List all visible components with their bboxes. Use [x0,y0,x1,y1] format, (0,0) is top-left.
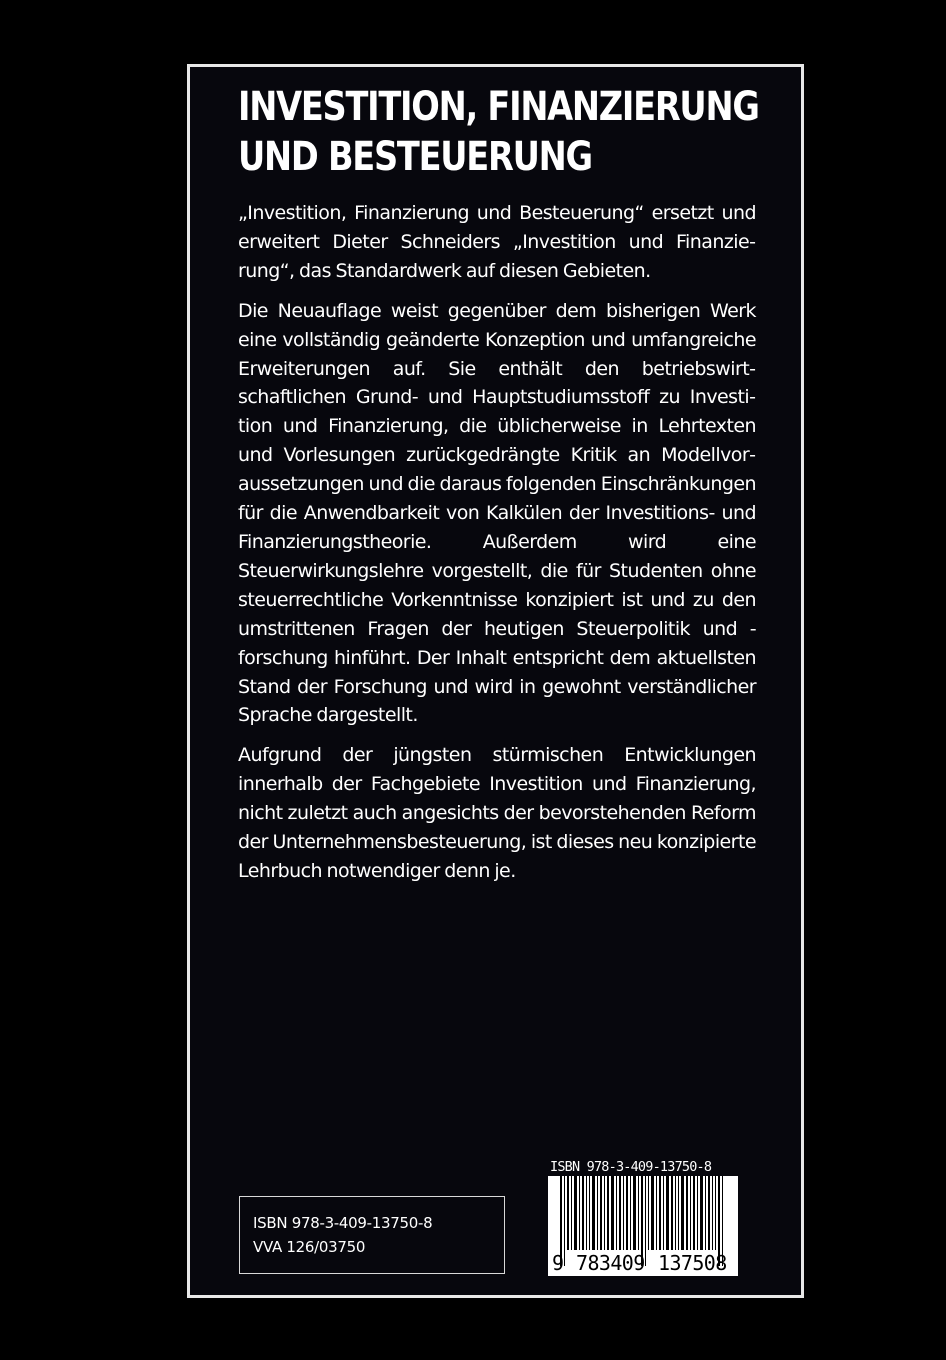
blurb [238,199,756,897]
vva-number: VVA 126/03750 [253,1238,366,1256]
barcode-bar [638,1176,639,1250]
barcode-bar [651,1176,654,1250]
barcode-right-digits: 137508 [658,1251,727,1275]
barcode-bar [567,1176,569,1250]
barcode-bar [616,1176,617,1250]
barcode-bar [623,1176,624,1250]
barcode-bar [582,1176,584,1250]
barcode-bar [656,1176,657,1250]
barcode-bar [648,1176,649,1250]
barcode-bar [600,1176,602,1250]
barcode-bar [626,1176,628,1250]
isbn-number: ISBN 978-3-409-13750-8 [253,1214,433,1232]
barcode-caption: ISBN 978-3-409-13750-8 [550,1159,712,1175]
blurb-paragraph-1: „Investition, Finanzierung und Besteuerung“ ersetzt und erweitert Dieter Schneiders „Investition und Finanzierung“, das Standardwerk auf diesen Gebieten. [238,202,756,282]
barcode-bar [700,1176,703,1250]
barcode-bar [597,1176,598,1250]
barcode-bar [659,1176,661,1250]
barcode-bar [686,1176,688,1250]
barcode-bar [630,1176,631,1250]
barcode-bar [681,1176,684,1250]
barcode-bar [671,1176,673,1250]
barcode-bar [678,1176,679,1250]
barcode-bar [705,1176,706,1250]
barcode-bar [715,1176,716,1250]
blurb-paragraph-2: Die Neuauflage weist gegenüber dem bisherigen Werk eine vollständig geänderte Konzeption und umfangreiche Erweiterungen auf. Sie enthält den betriebswirtschaftlichen Grund- und Hauptstudiumsstoff zu Investition und Finanzierung, die üblicherweise in Lehrtexten und Vorlesungen zurückgedrängte Kritik an Modellvoraussetzungen und die daraus folgenden Einschränkungen für die Anwendbarkeit von Kalkülen der Investitions- und Finanzierungstheorie. Außerdem wird eine Steuerwirkungslehre vorgestellt, die für Studenten ohne steuerrechtliche Vorkenntnisse konzipiert ist und zu den umstrittenen Fragen der heutigen Steuerpolitik und -forschung hinführt. Der Inhalt entspricht dem aktuellsten Stand der Forschung und wird in gewohnt verständlicher Sprache dargestellt. [238,299,756,727]
blurb-paragraph-3: Aufgrund der jüngsten stürmischen Entwicklungen innerhalb der Fachgebiete Investition und Finanzierung, nicht zuletzt auch angesichts der bevorstehenden Reform der Unternehmensbesteuerung, ist dieses neu konzipierte Lehrbuch notwendiger denn je. [238,744,756,882]
title-line-2: UND BESTEUERUNG [238,134,592,180]
barcode-bar [604,1176,605,1250]
barcode-bar [697,1176,698,1250]
barcode-bar [690,1176,691,1250]
barcode-bar [619,1176,621,1250]
barcode-bar [592,1176,595,1250]
barcode-bar [589,1176,590,1250]
book-title [238,82,759,182]
barcode-bar [712,1176,713,1250]
barcode-bar [708,1176,710,1250]
barcode-left-digits: 783409 [576,1251,645,1275]
barcode-bar [611,1176,614,1250]
barcode-area [548,1176,738,1276]
barcode-first-digit: 9 [552,1251,564,1275]
barcode-bar [633,1176,636,1250]
barcode-bar [579,1176,580,1250]
barcode-bar [663,1176,664,1250]
barcode-bar [666,1176,669,1250]
barcode-digits [548,1250,738,1276]
barcode-bar [571,1176,572,1250]
barcode [548,1158,752,1276]
barcode-bar [693,1176,695,1250]
barcode-bar [586,1176,587,1250]
isbn-box [239,1196,505,1274]
barcode-bar [574,1176,577,1250]
title-line-1: INVESTITION, FINANZIERUNG [238,84,759,130]
barcode-bar [607,1176,609,1250]
barcode-bar [675,1176,676,1250]
